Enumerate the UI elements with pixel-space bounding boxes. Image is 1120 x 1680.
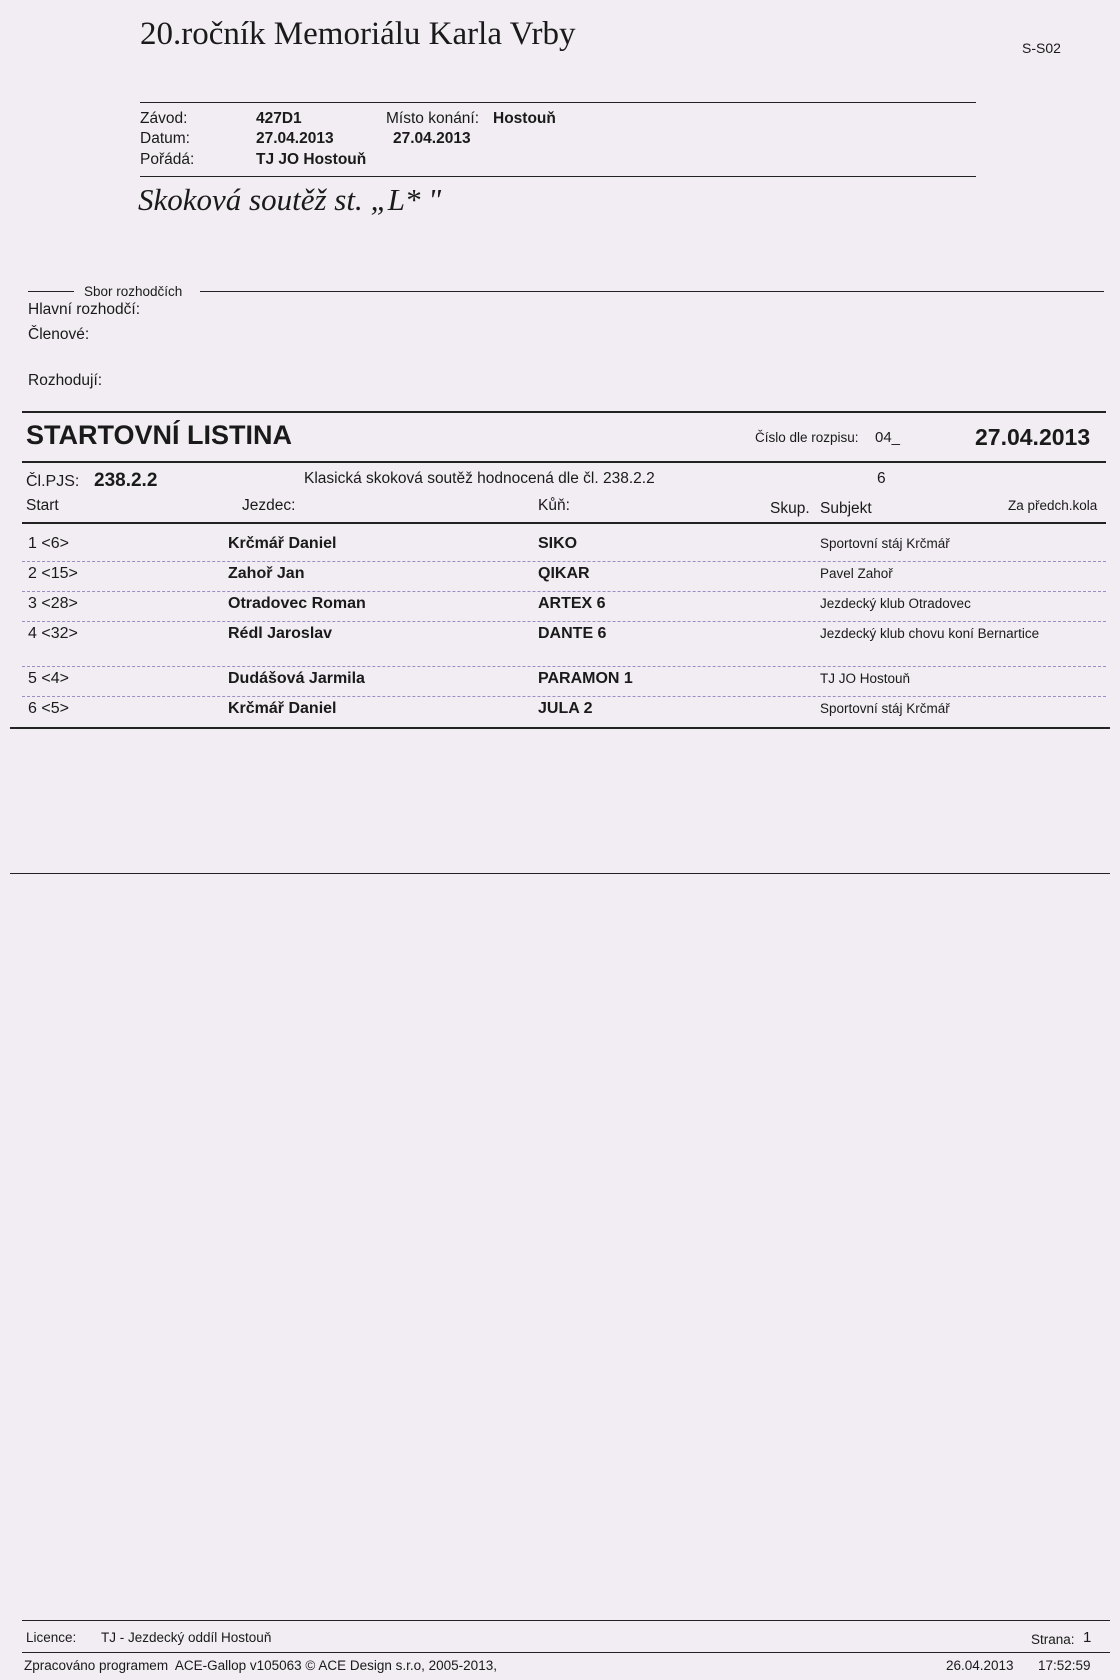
divider (140, 176, 976, 177)
divider (28, 291, 74, 292)
pjs-label: Čl.PJS: (26, 473, 80, 490)
col-start: Start (26, 497, 59, 514)
print-date: 26.04.2013 (946, 1658, 1014, 1673)
print-time: 17:52:59 (1038, 1658, 1091, 1673)
subject-name: Sportovní stáj Krčmář (820, 701, 950, 716)
pjs-value: 238.2.2 (94, 470, 158, 491)
start-number: 1 <6> (28, 535, 69, 552)
rider-name: Krčmář Daniel (228, 700, 337, 717)
row-divider (22, 696, 1106, 697)
members-label: Členové: (28, 326, 90, 343)
page-number: 1 (1083, 1629, 1092, 1646)
zavod-value: 427D1 (256, 110, 302, 127)
divider (200, 291, 1104, 292)
zavod-label: Závod: (140, 110, 188, 127)
horse-name: JULA 2 (538, 700, 593, 717)
col-rider: Jezdec: (242, 497, 296, 514)
licence-label: Licence: (26, 1630, 77, 1645)
competition-title: Skoková soutěž st. „L* " (138, 182, 442, 217)
col-group: Skup. (770, 500, 810, 517)
divider (10, 727, 1110, 729)
subject-name: Jezdecký klub Otradovec (820, 596, 971, 611)
row-divider (22, 621, 1106, 622)
main-judge-label: Hlavní rozhodčí: (28, 301, 140, 318)
row-divider (22, 666, 1106, 667)
start-number: 3 <28> (28, 595, 78, 612)
rider-name: Zahoř Jan (228, 565, 305, 582)
page-label: Strana: (1031, 1632, 1075, 1647)
divider (22, 411, 1106, 413)
startlist-date: 27.04.2013 (975, 424, 1091, 450)
rider-name: Krčmář Daniel (228, 535, 337, 552)
start-number: 2 <15> (28, 565, 78, 582)
rider-name: Otradovec Roman (228, 595, 366, 612)
divider (140, 102, 976, 103)
subject-name: Pavel Zahoř (820, 566, 893, 581)
subject-name: Sportovní stáj Krčmář (820, 536, 950, 551)
document-title: 20.ročník Memoriálu Karla Vrby (140, 16, 576, 52)
subject-name: Jezdecký klub chovu koní Bernartice (820, 626, 1040, 641)
startlist-title: STARTOVNÍ LISTINA (26, 420, 293, 450)
competition-description: Klasická skoková soutěž hodnocená dle čl. 238.2.2 (304, 470, 655, 487)
horse-name: SIKO (538, 535, 578, 552)
datum-value-2: 27.04.2013 (393, 130, 471, 147)
horse-name: DANTE 6 (538, 625, 607, 642)
start-number: 6 <5> (28, 700, 69, 717)
col-horse: Kůň: (538, 497, 570, 514)
deciding-label: Rozhodují: (28, 372, 103, 389)
divider (10, 873, 1110, 874)
horse-name: QIKAR (538, 565, 590, 582)
rider-name: Dudášová Jarmila (228, 670, 365, 687)
rider-name: Rédl Jaroslav (228, 625, 333, 642)
col-subject: Subjekt (820, 500, 872, 517)
horse-name: PARAMON 1 (538, 670, 633, 687)
start-number: 4 <32> (28, 625, 78, 642)
divider (22, 1652, 1110, 1653)
cislo-label: Číslo dle rozpisu: (755, 430, 859, 445)
row-divider (22, 591, 1106, 592)
divider (22, 1620, 1110, 1621)
porada-value: TJ JO Hostouň (256, 151, 367, 168)
form-code: S-S02 (1022, 40, 1061, 56)
misto-label: Místo konání: (386, 110, 480, 127)
horse-name: ARTEX 6 (538, 595, 606, 612)
datum-label: Datum: (140, 130, 190, 147)
licence-value: TJ - Jezdecký oddíl Hostouň (101, 1630, 272, 1645)
divider (22, 461, 1106, 463)
datum-value-1: 27.04.2013 (256, 130, 334, 147)
judges-section-label: Sbor rozhodčích (84, 284, 183, 299)
entries-count: 6 (877, 470, 886, 487)
start-number: 5 <4> (28, 670, 69, 687)
subject-name: TJ JO Hostouň (820, 671, 911, 686)
misto-value: Hostouň (493, 110, 556, 127)
divider (22, 522, 1106, 524)
col-previous-round: Za předch.kola (1008, 498, 1098, 513)
cislo-value: 04_ (875, 429, 901, 446)
software-credit: Zpracováno programem ACE-Gallop v105063 © ACE Design s.r.o, 2005-2013, (24, 1658, 497, 1673)
porada-label: Pořádá: (140, 151, 195, 168)
row-divider (22, 561, 1106, 562)
